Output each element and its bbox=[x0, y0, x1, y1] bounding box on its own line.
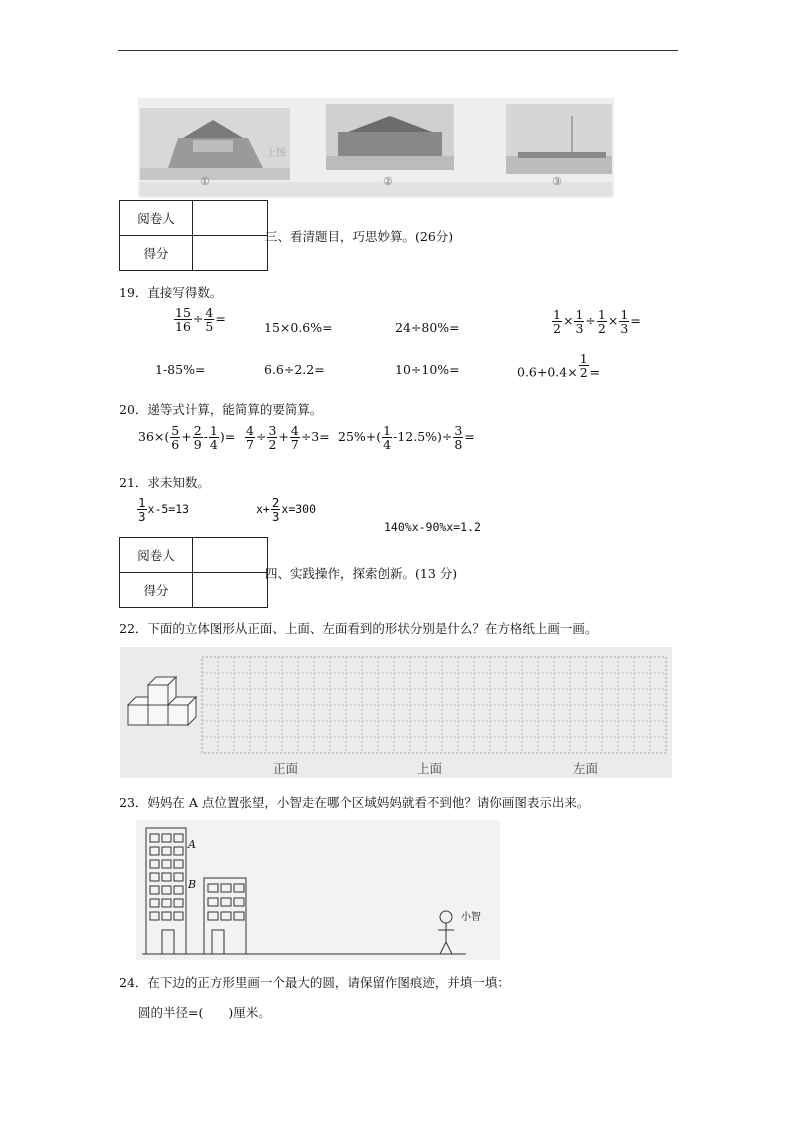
q20-expr-3: 25%+( $\frac{1}{4}$ -12.5%)÷ $\frac{3}{8}$ = bbox=[338, 423, 475, 453]
window bbox=[162, 860, 171, 868]
score-blank-2[interactable] bbox=[193, 573, 268, 608]
q20-expr-1: 36×( $\frac{5}{6}$ + $\frac{2}{9}$ - $\frac{1}{4}$ )= bbox=[138, 423, 236, 453]
point-a-label: A bbox=[188, 838, 196, 851]
q19-item-7: 10÷10%= bbox=[395, 362, 460, 377]
label-left: 左面 bbox=[573, 761, 599, 776]
q21-title: 21．求未知数。 bbox=[119, 475, 210, 490]
score-box-2 bbox=[119, 537, 268, 608]
q19-item-2: 15×0.6%= bbox=[264, 320, 333, 335]
photo-label-1: ① bbox=[200, 175, 210, 188]
window bbox=[174, 912, 183, 920]
q24-fill-line: 圆的半径=( )厘米。 bbox=[138, 1005, 271, 1020]
photo-faint-caption: 上图 bbox=[266, 148, 286, 159]
window bbox=[208, 912, 218, 920]
q22-title: 22．下面的立体图形从正面、上面、左面看到的形状分别是什么？在方格纸上画一画。 bbox=[119, 621, 598, 636]
window bbox=[162, 899, 171, 907]
window bbox=[221, 912, 231, 920]
window bbox=[150, 873, 159, 881]
q20-title: 20．递等式计算，能简算的要简算。 bbox=[119, 402, 323, 417]
section-3-title: 三、看清题目，巧思妙算。(26分) bbox=[265, 229, 454, 244]
window bbox=[162, 912, 171, 920]
photo-label-3: ③ bbox=[552, 175, 562, 188]
window bbox=[174, 847, 183, 855]
window bbox=[150, 834, 159, 842]
window bbox=[221, 898, 231, 906]
q21-eq-2: x+ $\frac{2}{3}$ x=300 bbox=[256, 495, 317, 525]
window bbox=[174, 873, 183, 881]
q19-item-1: $\frac{15}{16}$ ÷ $\frac{4}{5}$ = bbox=[175, 305, 226, 335]
window bbox=[150, 860, 159, 868]
window bbox=[162, 847, 171, 855]
window bbox=[174, 860, 183, 868]
reviewer-label: 阅卷人 bbox=[120, 201, 193, 236]
reviewer-label-2: 阅卷人 bbox=[120, 538, 193, 573]
q23-title: 23．妈妈在 A 点位置张望，小智走在哪个区域妈妈就看不到他？请你画图表示出来。 bbox=[119, 795, 590, 810]
window bbox=[162, 873, 171, 881]
reviewer-blank[interactable] bbox=[193, 201, 268, 236]
score-label-2: 得分 bbox=[120, 573, 193, 608]
window bbox=[162, 886, 171, 894]
photo-label-2: ② bbox=[383, 175, 393, 188]
window bbox=[174, 886, 183, 894]
window bbox=[150, 912, 159, 920]
reviewer-blank-2[interactable] bbox=[193, 538, 268, 573]
point-b-label: B bbox=[188, 878, 197, 891]
q22-figure bbox=[120, 647, 672, 778]
q19-item-8: 0.6+0.4× $\frac{1}{2}$ = bbox=[517, 351, 601, 381]
window bbox=[208, 884, 218, 892]
q19-item-6: 6.6÷2.2= bbox=[264, 362, 325, 377]
q19-title: 19．直接写得数。 bbox=[119, 285, 223, 300]
q19-item-4: $\frac{1}{2}$ × $\frac{1}{3}$ ÷ $\frac{1}{2}$ × $\frac{1}{3}$ = bbox=[553, 307, 641, 337]
score-label: 得分 bbox=[120, 236, 193, 271]
q19-item-3: 24÷80%= bbox=[395, 320, 460, 335]
window bbox=[174, 899, 183, 907]
section-4-title: 四、实践操作，探索创新。(13 分) bbox=[265, 566, 458, 581]
window bbox=[162, 834, 171, 842]
window bbox=[174, 834, 183, 842]
person-label: 小智 bbox=[461, 912, 481, 923]
window bbox=[150, 847, 159, 855]
header-rule bbox=[118, 50, 678, 51]
q23-figure bbox=[136, 820, 500, 960]
window bbox=[234, 912, 244, 920]
q21-eq-1: $\frac{1}{3}$ x-5=13 bbox=[138, 495, 190, 525]
photo-strip bbox=[138, 98, 614, 198]
label-front: 正面 bbox=[273, 761, 299, 776]
score-box-1 bbox=[119, 200, 268, 271]
window bbox=[208, 898, 218, 906]
q19-item-5: 1-85%= bbox=[155, 362, 206, 377]
q21-eq-3: 140%x-90%x=1.2 bbox=[384, 520, 481, 534]
window bbox=[221, 884, 231, 892]
q20-expr-2: $\frac{4}{7}$ ÷ $\frac{3}{2}$ + $\frac{4}{7}$ ÷3= bbox=[246, 423, 330, 453]
window bbox=[234, 898, 244, 906]
score-blank[interactable] bbox=[193, 236, 268, 271]
label-top: 上面 bbox=[417, 761, 443, 776]
window bbox=[150, 899, 159, 907]
q24-title: 24．在下边的正方形里画一个最大的圆，请保留作图痕迹，并填一填： bbox=[119, 975, 510, 990]
window bbox=[150, 886, 159, 894]
window bbox=[234, 884, 244, 892]
